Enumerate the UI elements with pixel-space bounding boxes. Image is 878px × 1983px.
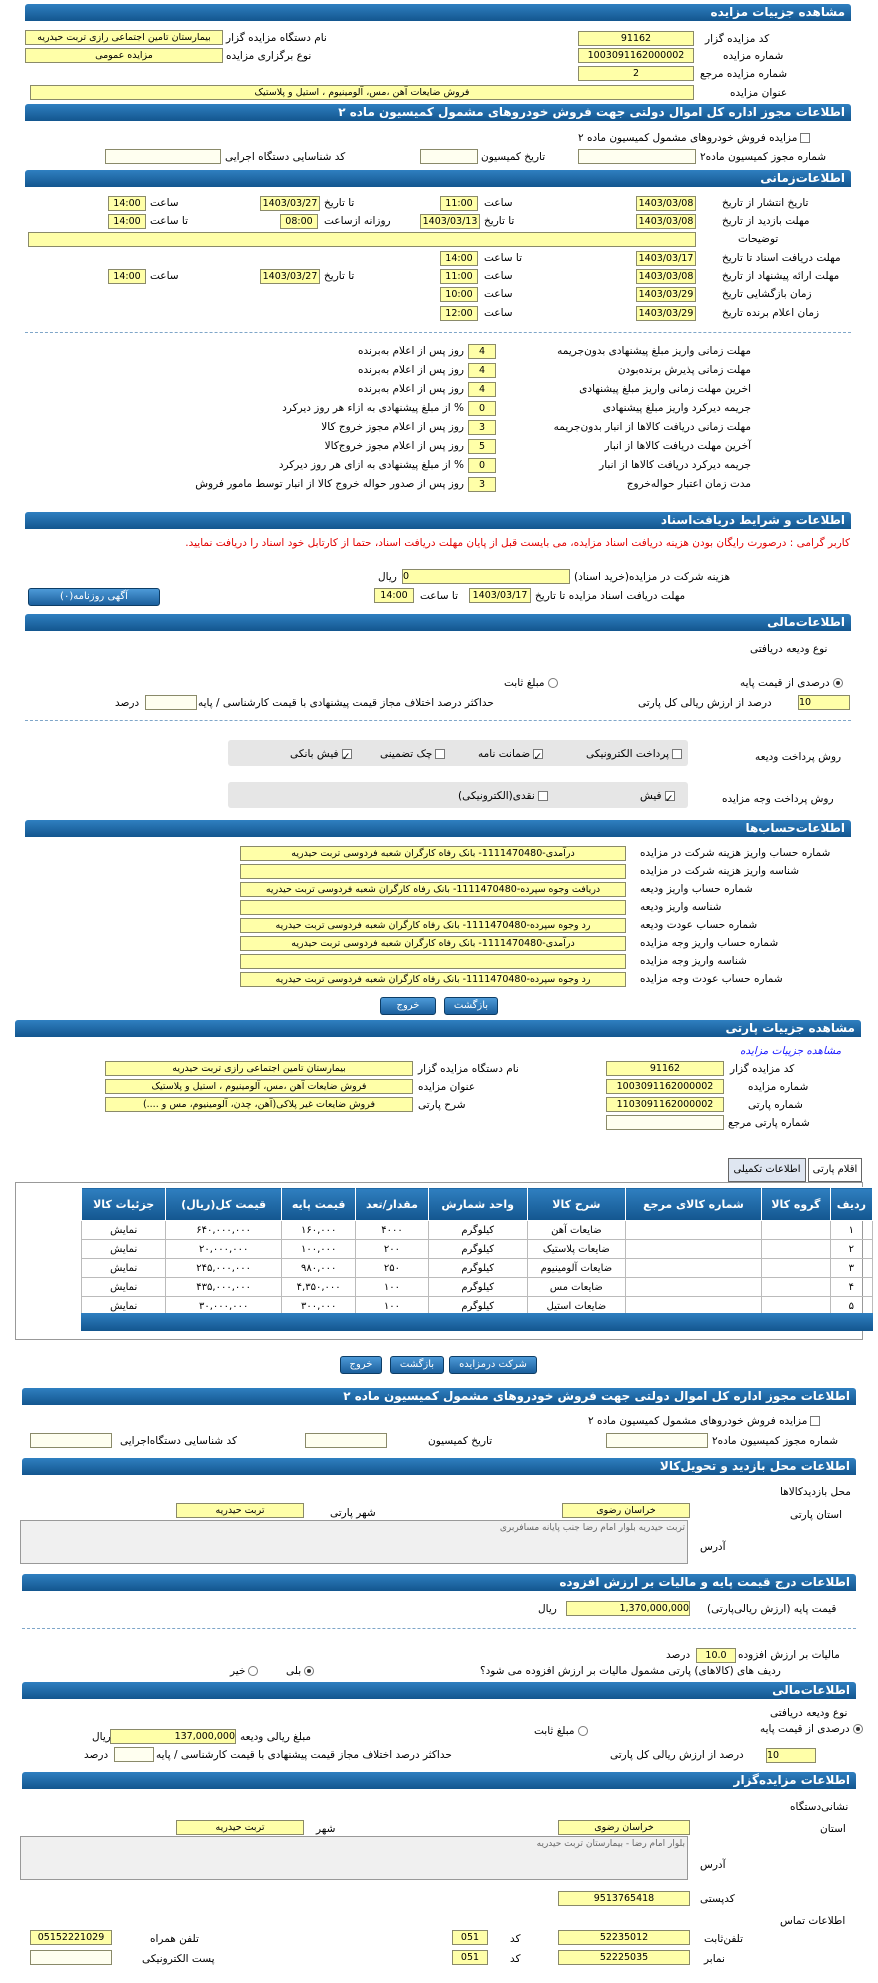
- deposit-fixed-option: مبلغ ثابت: [504, 676, 558, 690]
- max-diff-label: حداکثر درصد اختلاف مجاز قیمت پیشنهادی با قیمت کارشناسی / پایه: [198, 697, 494, 709]
- org-address: بلوار امام رضا - بیمارستان تربت حیدریه: [20, 1836, 688, 1880]
- party-subtitle[interactable]: مشاهده جزییات مزایده: [740, 1045, 842, 1057]
- max-diff-field-2: [114, 1747, 154, 1762]
- area-code: 051: [452, 1930, 488, 1945]
- deadline-unit: روز پس از اعلام مجوز خروج کالا: [321, 421, 464, 433]
- table-row: [82, 1278, 873, 1297]
- opt-guarantee: ✓ضمانت نامه: [478, 748, 543, 763]
- opening-hour-label: ساعت: [484, 288, 513, 300]
- vat-yes-radio[interactable]: [304, 1666, 314, 1676]
- auction-title-label: عنوان مزایده: [730, 87, 788, 99]
- account-label: شماره حساب واریز هزینه شرکت در مزایده: [640, 847, 831, 859]
- max-diff-label-2: حداکثر درصد اختلاف مجاز قیمت پیشنهادی با قیمت کارشناسی / پایه: [156, 1749, 452, 1761]
- license-number-field: [578, 149, 696, 164]
- offer-from-time-label: ساعت: [484, 270, 513, 282]
- table-cell: ۱: [830, 1221, 872, 1240]
- financial-header-2: اطلاعات‌مالی: [22, 1682, 856, 1699]
- account-value: درآمدی-1111470480- بانک رفاه کارگران شعبه فردوسی تربت حیدریه: [240, 936, 626, 951]
- deadline-unit: روز پس از اعلام مجوز خروج‌کالا: [324, 440, 464, 452]
- account-value: رد وجوه سپرده-1111470480- بانک رفاه کارگران شعبه فردوسی تربت حیدریه: [240, 972, 626, 987]
- commission-date-label: تاریخ کمیسیون: [481, 151, 546, 163]
- table-cell: ۲۴۵,۰۰۰,۰۰۰: [166, 1259, 282, 1278]
- account-label: شماره حساب واریز وجه مزایده: [640, 937, 779, 949]
- deposit-percent-option: درصدی از قیمت پایه: [740, 676, 843, 690]
- auctioneer-header: اطلاعات مزایده‌گزار: [22, 1772, 856, 1789]
- publish-to-time: 14:00: [108, 196, 146, 211]
- back-button-2[interactable]: بازگشت: [390, 1356, 444, 1374]
- table-cell: [762, 1240, 831, 1259]
- deadline-unit: روز پس از اعلام به‌برنده: [357, 364, 464, 376]
- party-org-name: بیمارستان تامین اجتماعی رازی تربت حیدریه: [105, 1061, 413, 1076]
- visit-from-time-label: روزانه ازساعت: [324, 215, 391, 227]
- vat-no-radio[interactable]: [248, 1666, 258, 1676]
- table-cell: ۲۵۰: [356, 1259, 428, 1278]
- org-name-label: نام دستگاه مزایده گزار: [226, 32, 327, 44]
- table-cell: [762, 1278, 831, 1297]
- org-id-field-2: [30, 1433, 112, 1448]
- accounts-header: اطلاعات‌حساب‌ها: [25, 820, 851, 837]
- party-address-label: آدرس: [700, 1541, 726, 1553]
- winner-announce-label: زمان اعلام برنده تاریخ: [722, 307, 820, 319]
- auction-title-field: فروش ضایعات آهن ،مس، آلومینیوم ، استیل و پلاستیک: [30, 85, 694, 100]
- visit-to-date: 1403/03/13: [420, 214, 480, 229]
- base-price: 1,370,000,000: [566, 1601, 690, 1616]
- party-province-label: استان پارتی: [790, 1509, 842, 1521]
- back-button[interactable]: بازگشت: [444, 997, 498, 1015]
- docs-deadline-line-date: 1403/03/17: [469, 588, 531, 603]
- auction-org-code-label: کد مزایده گزار: [705, 33, 770, 45]
- deposit-percent-field: 10: [798, 695, 850, 710]
- vat-field: 10.0: [696, 1648, 736, 1663]
- publish-to-date-label: تا تاریخ: [324, 197, 355, 209]
- party-header: مشاهده جزییات پارتی: [15, 1020, 861, 1037]
- deadline-unit: % از مبلغ پیشنهادی به ازاء هر روز دیرکرد: [282, 402, 464, 414]
- license-number-field-2: [606, 1433, 708, 1448]
- deadline-label: جریمه دیرکرد دریافت کالاها از انبار: [599, 459, 751, 471]
- docs-deadline-time: 14:00: [440, 251, 478, 266]
- offer-to-time-label: ساعت: [150, 270, 179, 282]
- deadline-label: مدت زمان اعتبار حواله‌خروج: [626, 478, 751, 490]
- auction-org-code-field: 91162: [578, 31, 694, 46]
- deposit-fixed-radio-2[interactable]: [578, 1726, 588, 1736]
- docs-deadline-date: 1403/03/17: [636, 251, 696, 266]
- base-price-label: قیمت پایه (ارزش ریالی‌پارتی): [707, 1603, 837, 1615]
- publish-date-label: تاریخ انتشار از تاریخ: [722, 197, 809, 209]
- deposit-percent-field-2: 10: [766, 1748, 816, 1763]
- account-label: شماره حساب واریز ودیعه: [640, 883, 753, 895]
- exit-button[interactable]: خروج: [380, 997, 436, 1015]
- table-cell: ۶۴۰,۰۰۰,۰۰۰: [166, 1221, 282, 1240]
- deadline-label: مهلت زمانی واریز مبلغ پیشنهادی بدون‌جریمه: [557, 345, 751, 357]
- opening-date: 1403/03/29: [636, 287, 696, 302]
- table-header: شرح کالا: [527, 1188, 625, 1221]
- table-cell: ۳: [830, 1259, 872, 1278]
- deadline-label: مهلت زمانی پذیرش برنده‌بودن: [617, 364, 751, 376]
- deadline-value: 0: [468, 458, 496, 473]
- license-header-2: اطلاعات مجوز اداره کل اموال دولتی جهت فروش خودروهای مشمول کمیسیون ماده ۲: [22, 1388, 856, 1405]
- deadline-row: [25, 477, 851, 495]
- party-city: تربت حیدریه: [176, 1503, 304, 1518]
- table-cell: ۲: [830, 1240, 872, 1259]
- postal-code: 9513765418: [558, 1891, 690, 1906]
- account-value: [240, 954, 626, 969]
- deadline-value: 3: [468, 420, 496, 435]
- show-details-link[interactable]: نمایش: [82, 1259, 166, 1278]
- org-id-label-2: کد شناسایی دستگاه‌اجرایی: [120, 1435, 237, 1447]
- visit-from-date: 1403/03/08: [636, 214, 696, 229]
- newspaper-ad-button[interactable]: آگهی روزنامه(۰): [28, 588, 160, 606]
- party-org-code-label: کد مزایده گزار: [730, 1063, 795, 1075]
- email-field: [30, 1950, 112, 1965]
- deposit-percent-option-2: درصدی از قیمت پایه: [760, 1722, 863, 1736]
- commission-date-label-2: تاریخ کمیسیون: [428, 1435, 493, 1447]
- docs-deadline-label: مهلت دریافت اسناد تا تاریخ: [722, 252, 841, 264]
- vat-no: خیر: [230, 1664, 258, 1678]
- phone: 52235012: [558, 1930, 690, 1945]
- party-ref-label: شماره پارتی مرجع: [728, 1117, 810, 1129]
- table-cell: ضایعات مس: [527, 1278, 625, 1297]
- table-cell: کیلوگرم: [428, 1259, 527, 1278]
- docs-deadline-line-time-label: تا ساعت: [420, 590, 459, 602]
- table-cell: ۱۰۰,۰۰۰: [281, 1240, 355, 1259]
- ref-auction-number-field: 2: [578, 66, 694, 81]
- deadline-row: [25, 363, 851, 381]
- vat-label: مالیات بر ارزش افزوده: [738, 1649, 840, 1661]
- table-row: [82, 1221, 873, 1240]
- fax-area-code: 051: [452, 1950, 488, 1965]
- table-header: قیمت پایه: [281, 1188, 355, 1221]
- party-address: تربت حیدریه بلوار امام رضا جنب پایانه مسافربری: [20, 1520, 688, 1564]
- car-auction-checkbox-label-2: مزایده فروش خودروهای مشمول کمیسیون ماده ۲: [588, 1414, 820, 1428]
- auction-type-field: مزایده عمومی: [25, 48, 223, 63]
- winner-announce-hour: 12:00: [440, 306, 478, 321]
- deadline-row: [25, 458, 851, 476]
- show-details-link[interactable]: نمایش: [82, 1297, 166, 1316]
- area-code-label: کد: [510, 1933, 521, 1945]
- table-cell: [625, 1278, 761, 1297]
- max-diff-unit: درصد: [115, 697, 140, 709]
- deadline-value: 3: [468, 477, 496, 492]
- car-auction-checkbox[interactable]: [800, 133, 810, 143]
- party-number: 1103091162000002: [606, 1097, 724, 1112]
- table-cell: ۳۰۰,۰۰۰: [281, 1297, 355, 1316]
- items-table-footer: [81, 1313, 873, 1331]
- commission-date-field-2: [305, 1433, 387, 1448]
- page-gap: [0, 1374, 878, 1384]
- deadline-value: 0: [468, 401, 496, 416]
- deposit-percent-desc-2: درصد از ارزش ریالی کل پارتی: [610, 1749, 744, 1761]
- table-header: قیمت کل(ریال): [166, 1188, 282, 1221]
- table-cell: ۱۰۰: [356, 1278, 428, 1297]
- docs-warning: کاربر گرامی : درصورت رایگان بودن هزینه دریافت اسناد مزایده، می بایست قبل از پایان مهلت دریافت اسناد، حتما از کارتابل خود اسناد را دریافت نمایید.: [185, 537, 850, 549]
- deposit-percent-radio[interactable]: [833, 678, 843, 688]
- publish-from-time: 11:00: [440, 196, 478, 211]
- offer-to-time: 14:00: [108, 269, 146, 284]
- visit-location-label: محل بازدیدکالاها: [780, 1486, 851, 1498]
- table-cell: ۴۳۵,۰۰۰,۰۰۰: [166, 1278, 282, 1297]
- org-city-label: شهر: [316, 1823, 336, 1835]
- publish-to-time-label: ساعت: [150, 197, 179, 209]
- auction-number-label: شماره مزایده: [723, 50, 784, 62]
- auction-number-field: 1003091162000002: [578, 48, 694, 63]
- account-label: شناسه واریز هزینه شرکت در مزایده: [640, 865, 800, 877]
- table-cell: ۹۸۰,۰۰۰: [281, 1259, 355, 1278]
- vat-yes: بلی: [286, 1664, 314, 1678]
- divider: [25, 332, 851, 333]
- winner-announce-hour-label: ساعت: [484, 307, 513, 319]
- opt-cash: نقدی(الکترونیکی): [458, 789, 548, 803]
- table-header: ردیف: [830, 1188, 872, 1221]
- divider-2: [25, 720, 851, 721]
- docs-fee-label: هزینه شرکت در مزایده(خرید اسناد): [574, 571, 730, 583]
- description-label: توضیحات: [738, 233, 779, 245]
- party-auction-number: 1003091162000002: [606, 1079, 724, 1094]
- table-header: گروه کالا: [762, 1188, 831, 1221]
- table-cell: ضایعات آلومینیوم: [527, 1259, 625, 1278]
- publish-from-date: 1403/03/08: [636, 196, 696, 211]
- deposit-percent-radio-2[interactable]: [853, 1724, 863, 1734]
- commission-date-field: [420, 149, 478, 164]
- deposit-amount: 137,000,000: [110, 1729, 236, 1744]
- party-ref-field: [606, 1115, 724, 1130]
- party-org-name-label: نام دستگاه مزایده گزار: [418, 1063, 519, 1075]
- table-cell: کیلوگرم: [428, 1297, 527, 1316]
- table-row: [82, 1240, 873, 1259]
- table-header: جزئیات کالا: [82, 1188, 166, 1221]
- deadline-label: آخرین مهلت دریافت کالاها از انبار: [604, 440, 751, 452]
- opt-guarantee-checkbox[interactable]: ✓: [533, 751, 543, 763]
- docs-deadline-time-label: تا ساعت: [484, 252, 523, 264]
- table-cell: ۴: [830, 1278, 872, 1297]
- docs-fee-field: 0: [402, 569, 570, 584]
- table-cell: کیلوگرم: [428, 1240, 527, 1259]
- price-header: اطلاعات درج قیمت پایه و مالیات بر ارزش افزوده: [22, 1574, 856, 1591]
- opening-time-label: زمان بازگشایی تاریخ: [722, 288, 812, 300]
- license-number-label-2: شماره مجوز کمیسیون ماده۲: [712, 1435, 839, 1447]
- table-cell: ۲۰۰: [356, 1240, 428, 1259]
- deadline-unit: % از مبلغ پیشنهادی به ازای هر روز دیرکرد: [278, 459, 464, 471]
- org-address-label: آدرس: [700, 1859, 726, 1871]
- show-details-link[interactable]: نمایش: [82, 1240, 166, 1259]
- party-desc-label: شرح پارتی: [418, 1099, 466, 1111]
- description-field: [28, 232, 696, 247]
- org-name-field: بیمارستان تامین اجتماعی رازی تربت حیدریه: [25, 30, 223, 45]
- deposit-type-label-2: نوع ودیعه دریافتی: [770, 1707, 848, 1719]
- account-label: شناسه واریز ودیعه: [640, 901, 722, 913]
- table-header: شماره کالای مرجع: [625, 1188, 761, 1221]
- table-cell: ۳۰,۰۰۰,۰۰۰: [166, 1297, 282, 1316]
- auction-details-header: مشاهده جزییات مزایده: [25, 4, 851, 21]
- deposit-method-label: روش پرداخت ودیعه: [755, 751, 842, 763]
- visit-to-time: 14:00: [108, 214, 146, 229]
- account-value: [240, 864, 626, 879]
- opt-receipt: ✓فیش بانکی: [290, 748, 351, 763]
- org-province-label: استان: [820, 1823, 846, 1835]
- opt-electronic-checkbox[interactable]: [672, 749, 682, 759]
- offer-to-date-label: تا تاریخ: [324, 270, 355, 282]
- tab-extra-info[interactable]: اطلاعات تکمیلی: [728, 1158, 806, 1182]
- car-auction-checkbox-2[interactable]: [810, 1416, 820, 1426]
- car-auction-checkbox-label: [578, 131, 810, 145]
- license-number-label: شماره مجوز کمیسیون ماده۲: [700, 151, 827, 163]
- table-cell: [762, 1259, 831, 1278]
- table-cell: [625, 1221, 761, 1240]
- fax-label: نمابر: [704, 1953, 725, 1965]
- deposit-amount-label: مبلغ ریالی ودیعه: [240, 1731, 312, 1743]
- docs-deadline-line-label: مهلت دریافت اسناد مزایده تا تاریخ: [535, 590, 686, 602]
- party-province: خراسان رضوی: [562, 1503, 690, 1518]
- offer-deadline-label: مهلت ارائه پیشنهاد از تاریخ: [722, 270, 840, 282]
- deadline-list: [25, 344, 851, 504]
- deadline-row: [25, 401, 851, 419]
- org-address-title: نشانی‌دستگاه: [790, 1801, 849, 1813]
- vat-unit: درصد: [666, 1649, 691, 1661]
- table-row: [82, 1259, 873, 1278]
- winner-announce-date: 1403/03/29: [636, 306, 696, 321]
- max-diff-field: [145, 695, 197, 710]
- email-label: پست الکترونیکی: [142, 1953, 215, 1965]
- docs-deadline-line-time: 14:00: [374, 588, 414, 603]
- opt-receipt2: ✓فیش: [640, 790, 674, 805]
- opt-check: چک تضمینی: [380, 747, 445, 761]
- deposit-fixed-radio[interactable]: [548, 678, 558, 688]
- table-cell: کیلوگرم: [428, 1278, 527, 1297]
- exit-button-2[interactable]: خروج: [340, 1356, 382, 1374]
- fax-area-code-label: کد: [510, 1953, 521, 1965]
- auction-type-label: نوع برگزاری مزایده: [226, 50, 312, 62]
- visit-from-time: 08:00: [280, 214, 318, 229]
- license-header: اطلاعات مجوز اداره کل اموال دولتی جهت فروش خودروهای مشمول کمیسیون ماده ۲: [25, 104, 851, 121]
- deposit-fixed-option-2: مبلغ ثابت: [534, 1724, 588, 1738]
- org-province: خراسان رضوی: [558, 1820, 690, 1835]
- postal-code-label: کدپستی: [700, 1893, 735, 1905]
- publish-from-time-label: ساعت: [484, 197, 513, 209]
- table-cell: ۲۰,۰۰۰,۰۰۰: [166, 1240, 282, 1259]
- opening-hour: 10:00: [440, 287, 478, 302]
- timing-header: اطلاعات‌زمانی: [25, 170, 851, 187]
- deadline-value: 4: [468, 344, 496, 359]
- deadline-unit: روز پس از اعلام به‌برنده: [357, 383, 464, 395]
- show-details-link[interactable]: نمایش: [82, 1278, 166, 1297]
- table-cell: [625, 1240, 761, 1259]
- opt-receipt2-checkbox[interactable]: ✓: [664, 793, 674, 805]
- visit-to-time-label: تا ساعت: [150, 215, 189, 227]
- visit-header: اطلاعات محل بازدید و تحویل‌کالا: [22, 1458, 856, 1475]
- account-label: شماره حساب عودت وجه مزایده: [640, 973, 783, 985]
- table-cell: ضایعات پلاستیک: [527, 1240, 625, 1259]
- party-city-label: شهر پارتی: [330, 1507, 376, 1519]
- visit-deadline-label: مهلت بازدید از تاریخ: [722, 215, 810, 227]
- table-cell: ۵: [830, 1297, 872, 1316]
- join-auction-button[interactable]: شرکت درمزایده: [449, 1356, 537, 1374]
- show-details-link[interactable]: نمایش: [82, 1221, 166, 1240]
- deadline-value: 5: [468, 439, 496, 454]
- ref-auction-number-label: شماره مزایده مرجع: [700, 68, 788, 80]
- party-desc: فروش ضایعات غیر پلاکی(آهن، چدن، آلومینیوم، مس و ....): [105, 1097, 413, 1112]
- account-value: [240, 900, 626, 915]
- account-value: دریافت وجوه سپرده-1111470480- بانک رفاه کارگران شعبه فردوسی تربت حیدریه: [240, 882, 626, 897]
- deadline-value: 4: [468, 363, 496, 378]
- deadline-row: [25, 344, 851, 362]
- table-cell: [625, 1259, 761, 1278]
- deadline-label: مهلت زمانی دریافت کالاها از انبار بدون‌جریمه: [553, 421, 751, 433]
- deadline-label: اخرین مهلت زمانی واریز مبلغ پیشنهادی: [579, 383, 751, 395]
- opt-receipt-checkbox[interactable]: ✓: [341, 751, 351, 763]
- items-table: [81, 1187, 873, 1316]
- deadline-unit: روز پس از صدور حواله خروج کالا از انبار توسط مامور فروش: [195, 478, 464, 490]
- fax: 52225035: [558, 1950, 690, 1965]
- deadline-unit: روز پس از اعلام به‌برنده: [357, 345, 464, 357]
- table-cell: [762, 1221, 831, 1240]
- opt-electronic: پرداخت الکترونیکی: [586, 747, 682, 761]
- financial-header: اطلاعات‌مالی: [25, 614, 851, 631]
- deadline-label: جریمه دیرکرد واریز مبلغ پیشنهادی: [602, 402, 751, 414]
- payment-method-label: روش پرداخت وجه مزایده: [722, 793, 834, 805]
- phone-label: تلفن‌ثابت: [704, 1933, 744, 1945]
- items-table-frame: [15, 1182, 866, 1340]
- party-number-label: شماره پارتی: [748, 1099, 803, 1111]
- contact-info-label: اطلاعات تماس: [780, 1915, 846, 1927]
- table-header: واحد شمارش: [428, 1188, 527, 1221]
- opt-cash-checkbox[interactable]: [538, 791, 548, 801]
- visit-to-date-label: تا تاریخ: [484, 215, 515, 227]
- offer-from-date: 1403/03/08: [636, 269, 696, 284]
- org-id-field: [105, 149, 221, 164]
- vat-question: ردیف های (کالاهای) پارتی مشمول مالیات بر ارزش افزوده می شود؟: [480, 1665, 781, 1677]
- table-header: مقدار/تعد: [356, 1188, 428, 1221]
- account-label: شماره حساب عودت ودیعه: [640, 919, 758, 931]
- party-auction-number-label: شماره مزایده: [748, 1081, 809, 1093]
- party-auction-title-label: عنوان مزایده: [418, 1081, 476, 1093]
- table-cell: ۱۰۰: [356, 1297, 428, 1316]
- table-cell: ۴,۳۵۰,۰۰۰: [281, 1278, 355, 1297]
- table-cell: کیلوگرم: [428, 1221, 527, 1240]
- max-diff-unit-2: درصد: [84, 1749, 109, 1761]
- table-cell: ضایعات آهن: [527, 1221, 625, 1240]
- deadline-row: [25, 439, 851, 457]
- offer-from-time: 11:00: [440, 269, 478, 284]
- deadline-row: [25, 382, 851, 400]
- party-org-code: 91162: [606, 1061, 724, 1076]
- org-id-label: کد شناسایی دستگاه اجرایی: [225, 151, 346, 163]
- offer-to-date: 1403/03/27: [260, 269, 320, 284]
- account-value: رد وجوه سپرده-1111470480- بانک رفاه کارگران شعبه فردوسی تربت حیدریه: [240, 918, 626, 933]
- table-cell: ۱۶۰,۰۰۰: [281, 1221, 355, 1240]
- table-cell: ضایعات استیل: [527, 1297, 625, 1316]
- docs-header: اطلاعات و شرایط دریافت‌اسناد: [25, 512, 851, 529]
- table-cell: ۴۰۰۰: [356, 1221, 428, 1240]
- opt-check-checkbox[interactable]: [435, 749, 445, 759]
- mobile-label: تلفن همراه: [150, 1933, 199, 1945]
- party-auction-title: فروش ضایعات آهن ،مس، آلومینیوم ، استیل و پلاستیک: [105, 1079, 413, 1094]
- base-price-unit: ریال: [538, 1603, 557, 1615]
- deposit-amount-unit: ریال: [92, 1731, 111, 1743]
- tab-party-items[interactable]: اقلام پارتی: [808, 1158, 862, 1182]
- divider-3: [22, 1628, 856, 1629]
- mobile: 05152221029: [30, 1930, 112, 1945]
- deposit-percent-desc: درصد از ارزش ریالی کل پارتی: [638, 697, 772, 709]
- deadline-row: [25, 420, 851, 438]
- deposit-type-label: نوع ودیعه دریافتی: [750, 643, 828, 655]
- deadline-value: 4: [468, 382, 496, 397]
- org-city: تربت حیدریه: [176, 1820, 304, 1835]
- account-value: درآمدی-1111470480- بانک رفاه کارگران شعبه فردوسی تربت حیدریه: [240, 846, 626, 861]
- docs-fee-unit: ریال: [378, 571, 397, 583]
- publish-to-date: 1403/03/27: [260, 196, 320, 211]
- car-auction-text: مزایده فروش خودروهای مشمول کمیسیون ماده ۲: [578, 132, 798, 144]
- account-label: شناسه واریز وجه مزایده: [640, 955, 747, 967]
